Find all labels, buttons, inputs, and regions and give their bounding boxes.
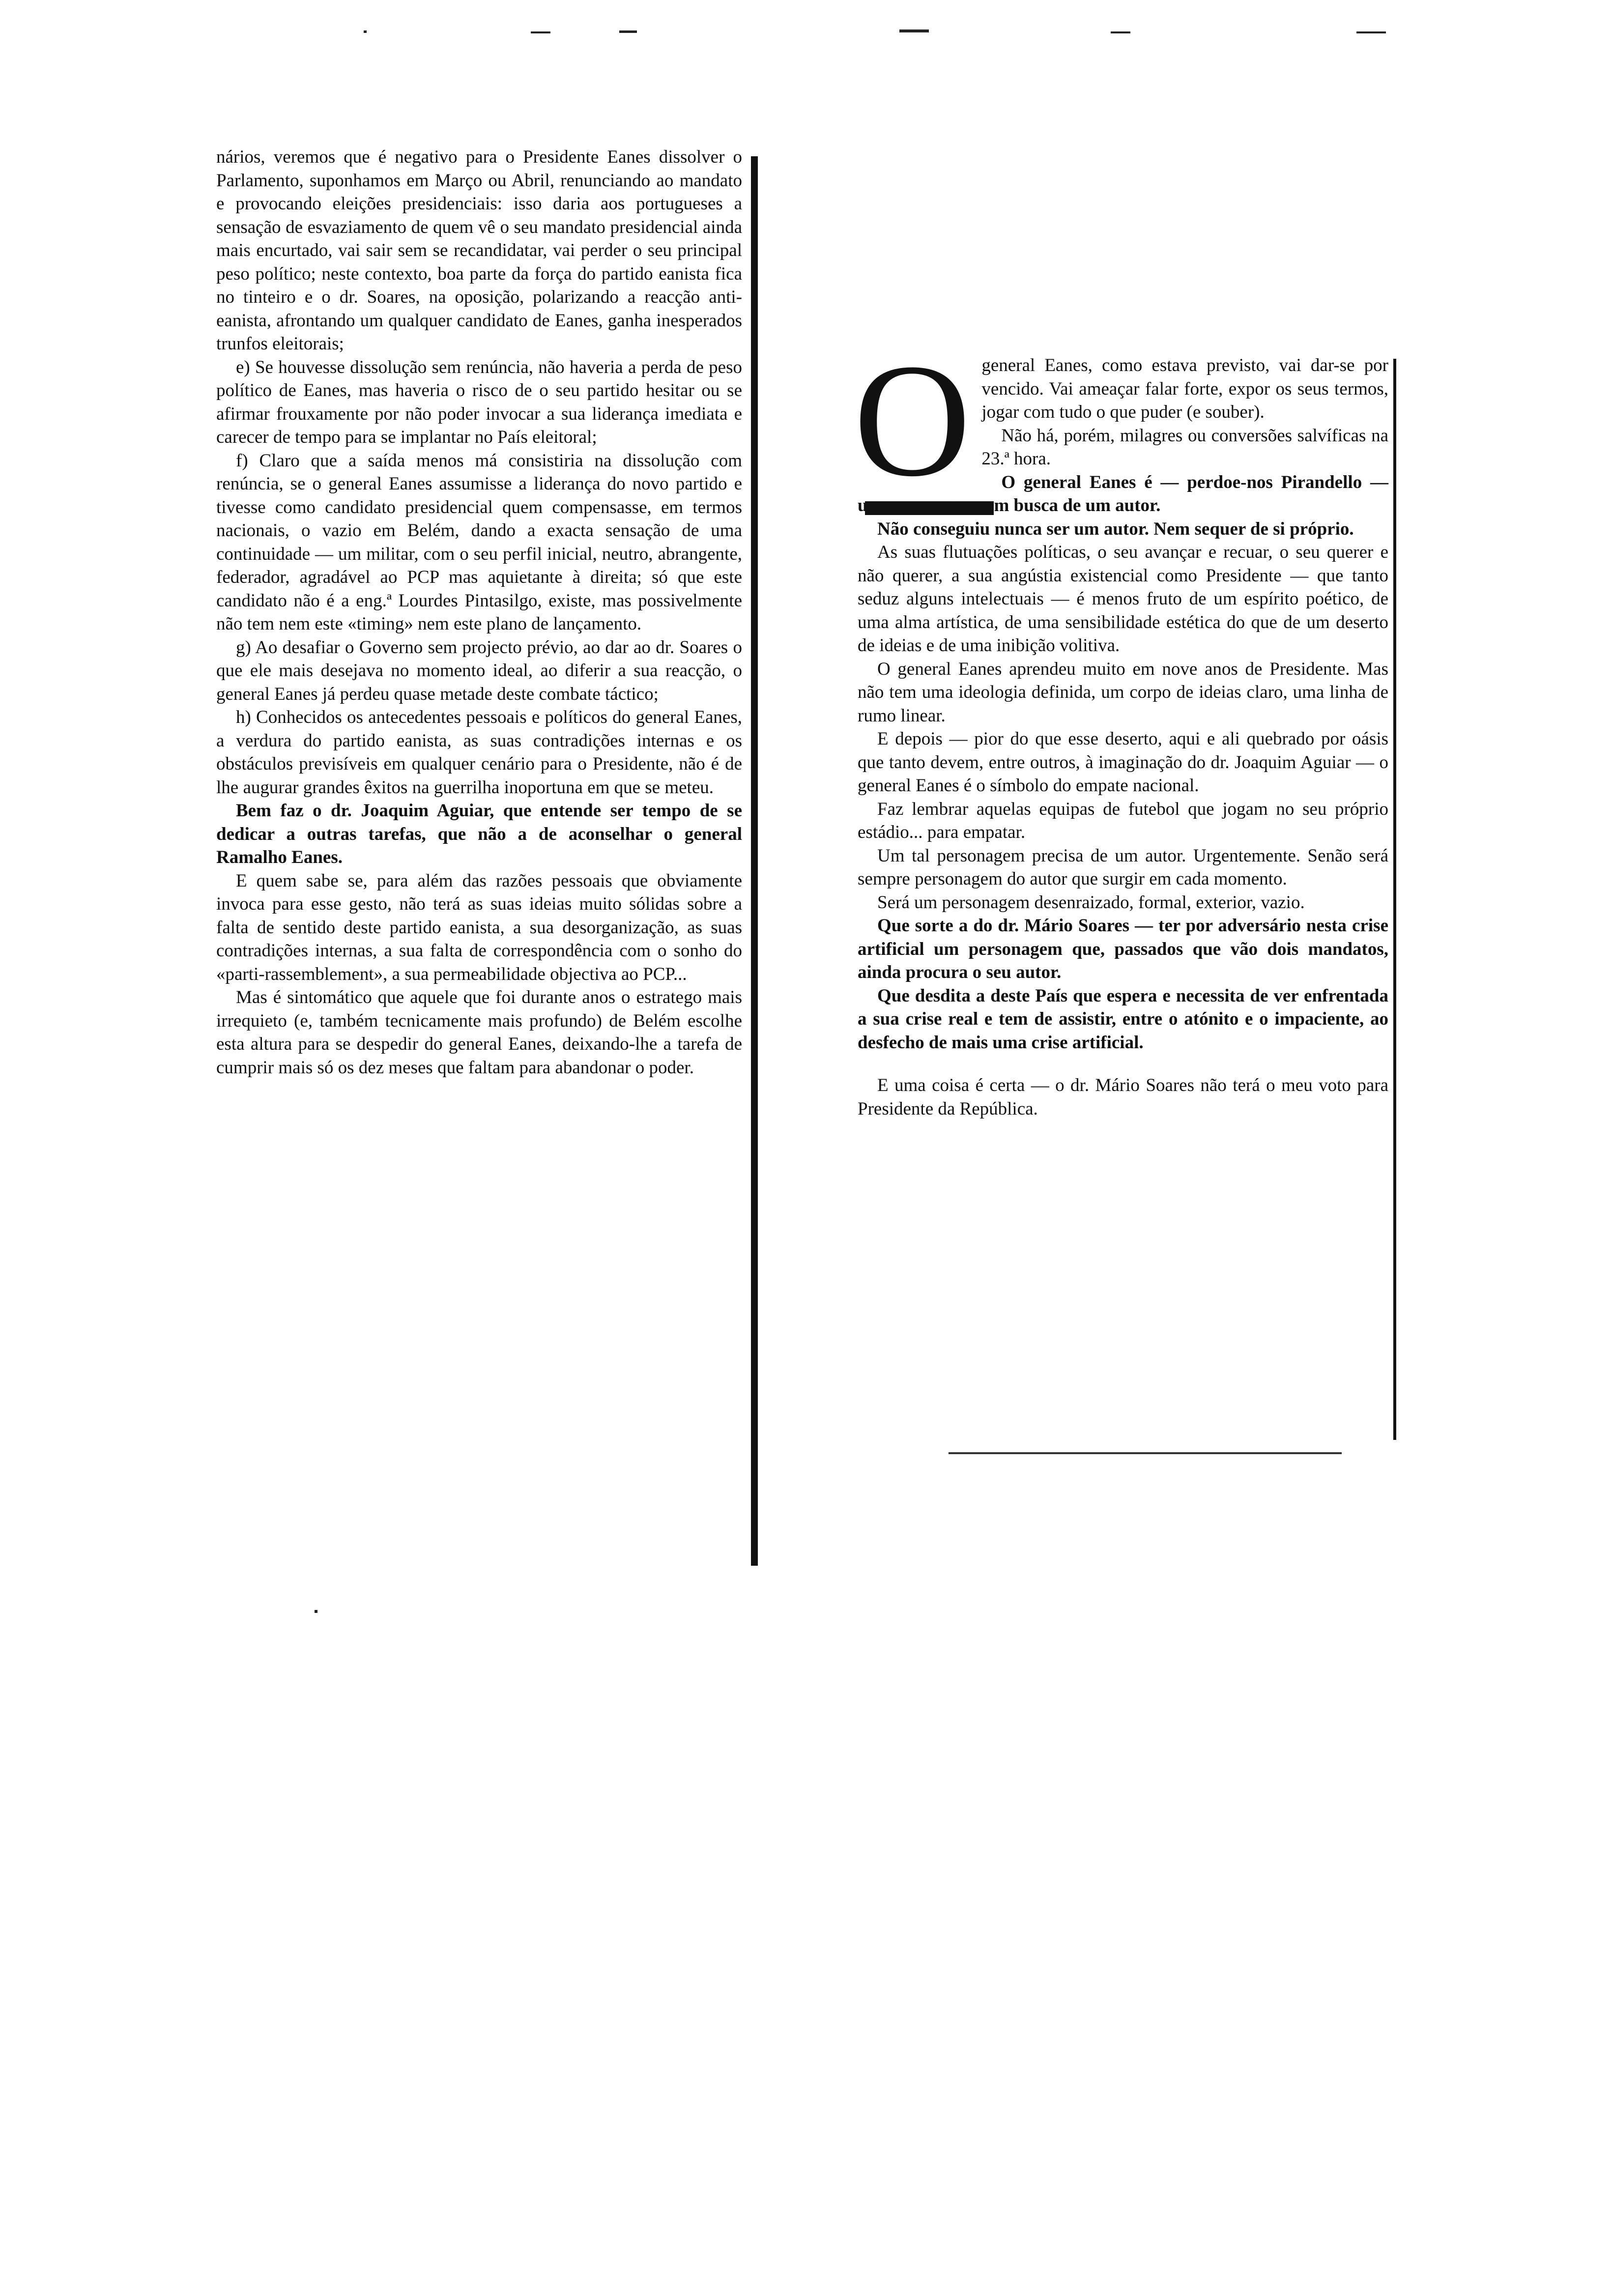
- closing-rule: [949, 1452, 1342, 1454]
- paragraph-bold: Não conseguiu nunca ser um autor. Nem sequer de si próprio.: [877, 518, 1354, 539]
- column-rule-right: [1393, 359, 1396, 1440]
- paragraph: h) Conhecidos os antecedentes pessoais e políticos do general Eanes, a verdura do partido eanista, as suas contradições internas e os obstáculos previsíveis em qualquer cenário para o Presidente, não é de lhe augurar grandes êxitos na guerrilha inoportuna em que se meteu.: [216, 707, 742, 798]
- left-column: [216, 145, 742, 1079]
- paragraph: Faz lembrar aquelas equipas de futebol que jogam no seu próprio estádio... para empatar.: [858, 799, 1388, 842]
- right-column: [854, 331, 1388, 1120]
- paragraph: f) Claro que a saída menos má consistiria na dissolução com renúncia, se o general Eanes assumisse a liderança do novo partido e tivesse como candidato presidencial quem compensasse, em termos nacionais, o vazio em Belém, dando a exacta sensação de uma continuidade — um militar, com o seu perfil inicial, neutro, abrangente, federador, agradável ao PCP mas aquietante à direita; só que este candidato não é a eng.ª Lourdes Pintasilgo, existe, mas possivelmente não tem nem este «timing» nem este plano de lançamento.: [216, 450, 742, 634]
- paragraph-bold: Que sorte a do dr. Mário Soares — ter por adversário nesta crise artificial um personagem que, passados que vão dois mandatos, ainda procura o seu autor.: [858, 916, 1388, 982]
- paragraph: E depois — pior do que esse deserto, aqui e ali quebrado por oásis que tanto devem, entre outros, à imaginação do dr. Joaquim Aguiar — o general Eanes é o símbolo do empate nacional.: [858, 729, 1388, 796]
- paragraph-bold: O general Eanes é — perdoe-nos Pirandello — um personagem em busca de um autor.: [858, 472, 1388, 516]
- paragraph: Será um personagem desenraizado, formal, exterior, vazio.: [877, 892, 1305, 913]
- drop-cap: O: [854, 331, 971, 510]
- paragraph-bold: Que desdita a deste País que espera e necessita de ver enfrentada a sua crise real e tem de assistir, entre o atónito e o impaciente, ao desfecho de mais uma crise artificial.: [858, 985, 1388, 1053]
- paragraph: O general Eanes aprendeu muito em nove anos de Presidente. Mas não tem uma ideologia definida, um corpo de ideias claro, uma linha de rumo linear.: [858, 659, 1388, 726]
- scan-speck: [899, 29, 929, 32]
- column-rule-left: [751, 156, 758, 1566]
- scan-speck: [1356, 31, 1386, 33]
- paragraph: Não há, porém, milagres ou conversões salvíficas na 23.ª hora.: [981, 425, 1388, 469]
- paragraph: general Eanes, como estava previsto, vai dar-se por vencido. Vai ameaçar falar forte, expor os seus termos, jogar com tudo o que puder (e souber).: [981, 355, 1388, 422]
- paragraph: Um tal personagem precisa de um autor. Urgentemente. Senão será sempre personagem do autor que surgir em cada momento.: [858, 845, 1388, 889]
- paragraph: E quem sabe se, para além das razões pessoais que obviamente invoca para esse gesto, não terá as suas ideias muito sólidas sobre a falta de sentido deste partido eanista, a sua desorganização, as suas contradições internas, a sua falta de correspondência com o sonho do «parti-rassemblement», a sua permeabilidade objectiva ao PCP...: [216, 870, 742, 984]
- paragraph: Mas é sintomático que aquele que foi durante anos o estratego mais irrequieto (e, também tecnicamente mais profundo) de Belém escolhe esta altura para se despedir do general Eanes, deixando-lhe a tarefa de cumprir mais só os dez meses que faltam para abandonar o poder.: [216, 987, 742, 1078]
- scan-speck: [364, 30, 367, 33]
- paragraph: As suas flutuações políticas, o seu avançar e recuar, o seu querer e não querer, a sua angústia existencial como Presidente — que tanto seduz alguns intelectuais — é menos fruto de um espírito poético, de uma alma artística, de uma sensibilidade estética do que de um deserto de ideias e de uma inibição volitiva.: [858, 542, 1388, 656]
- scan-speck: [315, 1610, 317, 1613]
- paragraph: nários, veremos que é negativo para o Presidente Eanes dissolver o Parlamento, suponhamos em Março ou Abril, renunciando ao mandato e provocando eleições presidenciais: isso daria aos portugueses a sensação de esvaziamento de quem vê o seu mandato presidencial ainda mais encurtado, vai sair sem se recandidatar, vai perder o seu principal peso político; neste contexto, boa parte da força do partido eanista fica no tinteiro e o dr. Soares, na oposição, polarizando a reacção anti-eanista, afrontando um qualquer candidato de Eanes, ganha inesperados trunfos eleitorais;: [216, 147, 742, 354]
- scan-speck: [531, 31, 550, 33]
- scan-speck: [1111, 31, 1130, 33]
- paragraph: e) Se houvesse dissolução sem renúncia, não haveria a perda de peso político de Eanes, mas haveria o risco de o seu partido hesitar ou se afirmar frouxamente por não poder invocar a sua liderança imediata e carecer de tempo para se implantar no País eleitoral;: [216, 357, 742, 447]
- closing-paragraph: E uma coisa é certa — o dr. Mário Soares não terá o meu voto para Presidente da República.: [858, 1075, 1388, 1119]
- scan-speck: [619, 30, 637, 33]
- paragraph-bold: Bem faz o dr. Joaquim Aguiar, que entende ser tempo de se dedicar a outras tarefas, que não a de aconselhar o general Ramalho Eanes.: [216, 801, 742, 867]
- paragraph: g) Ao desafiar o Governo sem projecto prévio, ao dar ao dr. Soares o que ele mais desejava no momento ideal, ao diferir a sua reacção, o general Eanes já perdeu quase metade deste combate táctico;: [216, 637, 742, 704]
